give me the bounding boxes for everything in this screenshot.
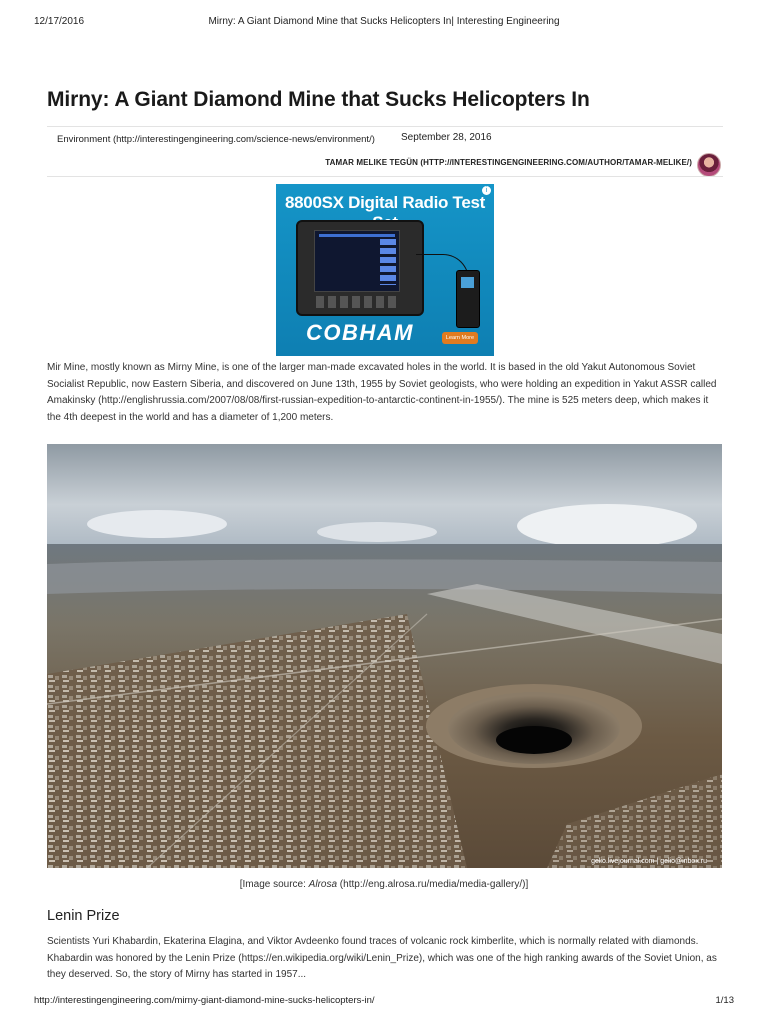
lenin-prize-paragraph: Scientists Yuri Khabardin, Ekaterina Elagina, and Viktor Avdeenko found traces of volcanic rock kimberlite, which is normally related with diamonds. Khabardin was honored by the Lenin Prize (https://en.wikipedia.org/wiki/Lenin_Prize), which was one of the high ranking awards of the Soviet Union, as they deserved. So, the story of Mirny has started in 1957... [47, 936, 717, 981]
photo-watermark: gelio.livejournal.com | gelio@inbox.ru [591, 858, 707, 865]
page-url: http://interestingengineering.com/mirny-giant-diamond-mine-sucks-helicopters-in/ [34, 995, 375, 1006]
ad-brand-logo: COBHAM [306, 320, 414, 345]
mine-aerial-image [47, 444, 722, 868]
learn-more-button[interactable]: Learn More [442, 332, 478, 344]
image-caption [0, 879, 768, 890]
ad-choices-icon[interactable]: i [482, 186, 491, 195]
ad-banner[interactable] [276, 184, 494, 356]
test-set-device-image [296, 220, 424, 316]
screen-menu [380, 239, 396, 285]
intro-paragraph: Mir Mine, mostly known as Mirny Mine, is one of the larger man-made excavated holes in the world. It is based in the old Yakut Autonomous Soviet Socialist Republic, now Eastern Siberia, and discovered on June 13th, 1955 by Soviet geologists, who were holding an expedition in Yakut ASSR called Amakinsky (http://englishrussia.com/2007/08/08/first-russian-expedition-to-antarctic-continent-in-1955/). The mine is 525 meters deep, which makes it the 4th deepest in the world and has a diameter of 1,200 meters. [47, 362, 717, 423]
section-heading: Lenin Prize [47, 908, 120, 924]
caption-source: Alrosa [308, 879, 338, 890]
category-link[interactable]: Environment (http://interestingengineering.com/science-news/environment/) [57, 134, 375, 145]
divider [47, 176, 723, 177]
ad-headline: 8800SX Digital Radio Test [284, 193, 486, 212]
print-page-title: Mirny: A Giant Diamond Mine that Sucks Helicopters In| Interesting Engineering [208, 16, 560, 27]
author-link[interactable]: TAMAR MELIKE TEGÜN (HTTP://INTERESTINGENGINEERING.COM/AUTHOR/TAMAR-MELIKE/) [325, 158, 692, 167]
caption-prefix: [Image source: [239, 879, 309, 890]
print-footer [34, 995, 734, 1009]
device-screen [314, 230, 400, 292]
page-number: 1/13 [715, 995, 734, 1006]
mirny-mine-photo [47, 444, 722, 868]
divider [47, 126, 723, 127]
device-keys [316, 296, 400, 308]
screen-bar [319, 234, 395, 237]
handheld-radio-image [456, 270, 480, 328]
article-title: Mirny: A Giant Diamond Mine that Sucks Helicopters In [47, 88, 590, 111]
caption-suffix[interactable]: (http://eng.alrosa.ru/media/media-gallery/)] [337, 879, 529, 890]
print-header [34, 16, 734, 30]
print-date: 12/17/2016 [34, 16, 85, 27]
author-avatar[interactable] [697, 153, 721, 177]
post-date: September 28, 2016 [401, 132, 492, 143]
